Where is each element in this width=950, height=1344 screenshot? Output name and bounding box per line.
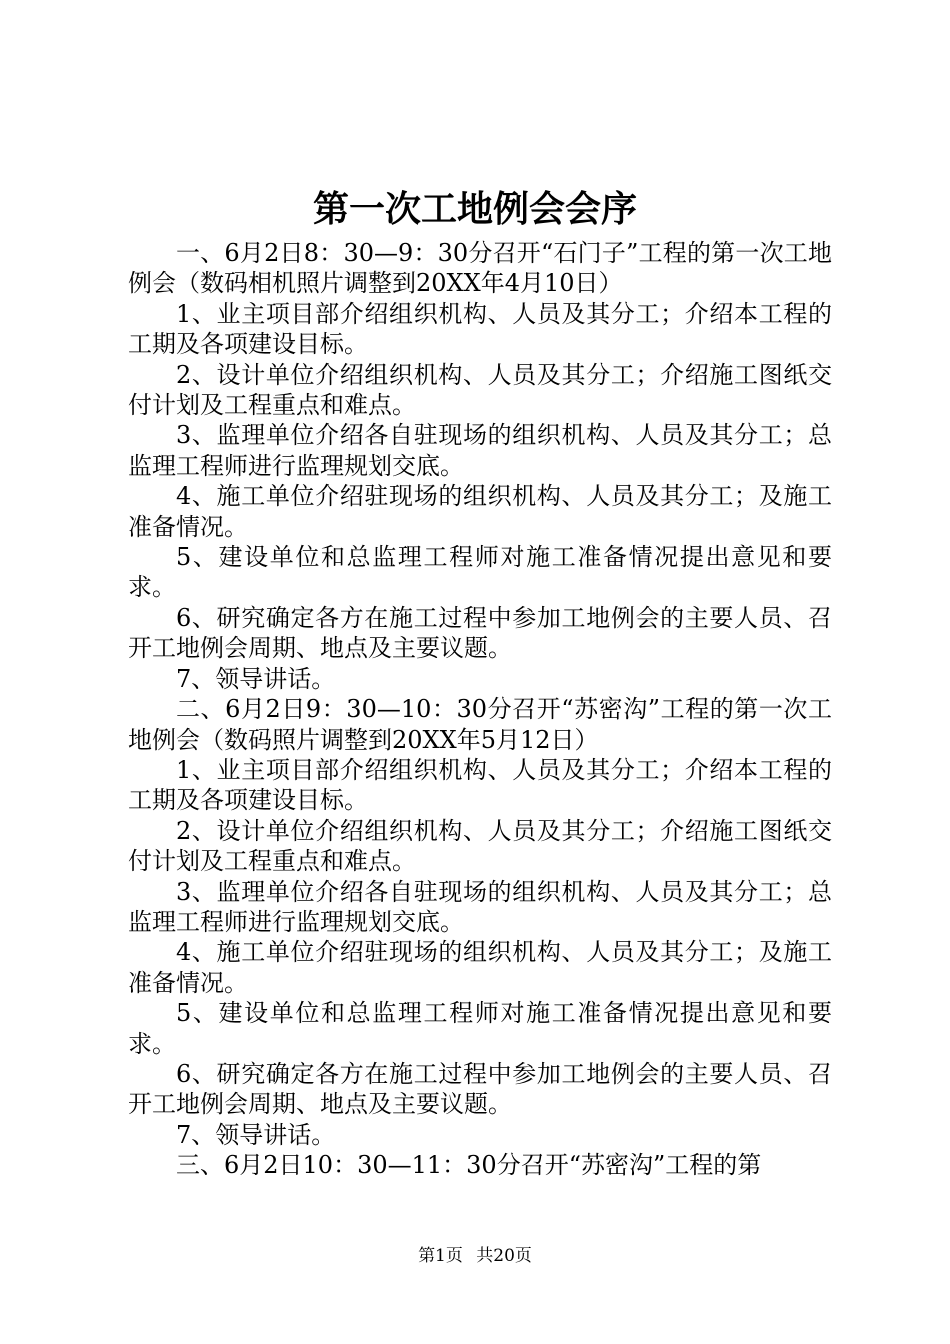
- paragraph-5: 4、施工单位介绍驻现场的组织机构、人员及其分工；及施工准备情况。: [128, 482, 832, 541]
- paragraph-13: 4、施工单位介绍驻现场的组织机构、人员及其分工；及施工准备情况。: [128, 938, 832, 997]
- paragraph-11: 2、设计单位介绍组织机构、人员及其分工；介绍施工图纸交付计划及工程重点和难点。: [128, 816, 832, 876]
- paragraph-3: 2、设计单位介绍组织机构、人员及其分工；介绍施工图纸交付计划及工程重点和难点。: [128, 360, 832, 420]
- document-title: 第一次工地例会会序: [312, 188, 637, 230]
- paragraph-4: 3、监理单位介绍各自驻现场的组织机构、人员及其分工；总监理工程师进行监理规划交底。: [128, 421, 832, 480]
- paragraph-16: 7、领导讲话。: [176, 1120, 336, 1149]
- paragraph-2: 1、业主项目部介绍组织机构、人员及其分工；介绍本工程的工期及各项建设目标。: [128, 299, 832, 359]
- document-body: [128, 238, 832, 1181]
- paragraph-6: 5、建设单位和总监理工程师对施工准备情况提出意见和要求。: [128, 543, 832, 602]
- paragraph-12: 3、监理单位介绍各自驻现场的组织机构、人员及其分工；总监理工程师进行监理规划交底。: [128, 877, 832, 936]
- page-number: 第1页: [418, 1246, 463, 1266]
- page-footer: [0, 1244, 950, 1268]
- paragraph-14: 5、建设单位和总监理工程师对施工准备情况提出意见和要求。: [128, 999, 832, 1058]
- paragraph-1: 一、6月2日8：30—9：30分召开“石门子”工程的第一次工地例会（数码相机照片调整到20XX年4月10日）: [128, 239, 832, 298]
- paragraph-9: 二、6月2日9：30—10：30分召开“苏密沟”工程的第一次工地例会（数码照片调整到20XX年5月12日）: [128, 695, 832, 754]
- paragraph-17: 三、6月2日10：30—11：30分召开“苏密沟”工程的第: [176, 1151, 762, 1180]
- paragraph-10: 1、业主项目部介绍组织机构、人员及其分工；介绍本工程的工期及各项建设目标。: [128, 755, 832, 815]
- paragraph-7: 6、研究确定各方在施工过程中参加工地例会的主要人员、召开工地例会周期、地点及主要议题。: [128, 603, 832, 663]
- page-total: 共20页: [476, 1246, 532, 1266]
- paragraph-15: 6、研究确定各方在施工过程中参加工地例会的主要人员、召开工地例会周期、地点及主要议题。: [128, 1059, 832, 1119]
- paragraph-8: 7、领导讲话。: [176, 664, 336, 693]
